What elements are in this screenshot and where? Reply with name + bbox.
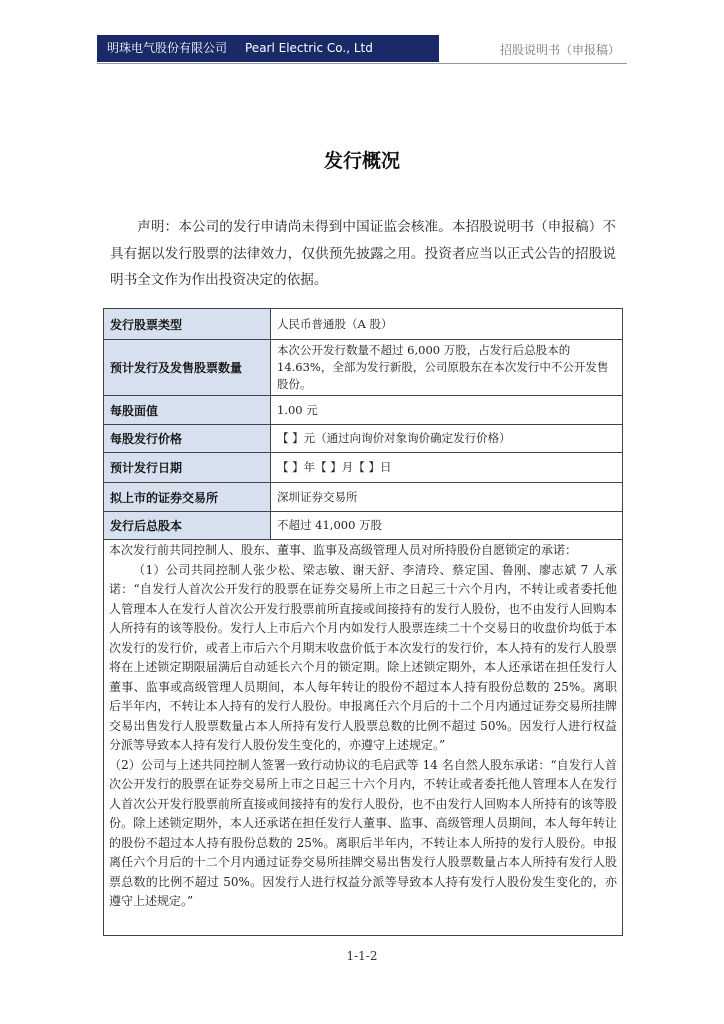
- commitments-intro: 本次发行前共同控制人、股东、董事、监事及高级管理人员对所持股份自愿锁定的承诺：: [109, 543, 578, 557]
- row-label: 发行后总股本: [104, 512, 271, 540]
- row-label: 每股面值: [104, 396, 271, 425]
- page-number: 1-1-2: [346, 949, 378, 963]
- row-value: 【 】元（通过向询价对象询价确定发行价格）: [271, 425, 623, 453]
- table-row: [104, 425, 623, 453]
- table-row: [104, 340, 623, 396]
- header-band: [97, 35, 439, 62]
- row-value: 1.00 元: [271, 396, 623, 425]
- row-value: 深圳证券交易所: [271, 483, 623, 512]
- row-label: 预计发行及发售股票数量: [104, 340, 271, 396]
- table-row: [104, 453, 623, 483]
- header-divider: [97, 63, 627, 64]
- disclaimer-statement: 声明：本公司的发行申请尚未得到中国证监会核准。本招股说明书（申报稿）不具有据以发行股票的法律效力，仅供预先披露之用。投资者应当以正式公告的招股说明书全文作为作出投资决定的依据。: [110, 219, 616, 288]
- row-value: 不超过 41,000 万股: [271, 512, 623, 540]
- commitment-item-1: （1）公司共同控制人张少松、梁志敏、谢天舒、李清玲、蔡定国、鲁刚、廖志斌 7 人承诺：“自发行人首次公开发行的股票在证券交易所上市之日起三十六个月内，不转让或者委托他人管理本人在发行人首次公开发行股票前所直接或间接持有的发行人股份，也不由发行人回购本人所持有的该等股份。发行人上市后六个月内如发行人股票连续二十个交易日的收盘价均低于本次发行的发行价，或者上市后六个月期末收盘价低于本次发行的发行价，本人持有的发行人股票将在上述锁定期限届满后自动延长六个月的锁定期。除上述锁定期外，本人还承诺在担任发行人董事、监事或高级管理人员期间，本人每年转让的股份不超过本人持有股份总数的 25%。离职后半年内，不转让本人持有的发行人股份。申报离任六个月后的十二个月内通过证券交易所挂牌交易出售发行人股票数量占本人所持有发行人股票总数的比例不超过 50%。因发行人进行权益分派等导致本人持有发行人股份发生变化的，亦遵守上述规定。”: [109, 562, 617, 752]
- commitments-box: [103, 539, 623, 936]
- row-label: 每股发行价格: [104, 425, 271, 453]
- header-company-en: Pearl Electric Co., Ltd: [245, 41, 373, 55]
- row-value: 【 】年【 】月【 】日: [271, 453, 623, 483]
- row-label: 拟上市的证券交易所: [104, 483, 271, 512]
- offering-table: [103, 308, 623, 540]
- row-value: 本次公开发行数量不超过 6,000 万股，占发行后总股本的 14.63%，全部为发行新股，公司原股东在本次发行中不公开发售股份。: [271, 340, 623, 396]
- page-title: 发行概况: [323, 150, 400, 172]
- commitment-item-2: （2）公司与上述共同控制人签署一致行动协议的毛启武等 14 名自然人股东承诺：“自发行人首次公开发行的股票在证券交易所上市之日起三十六个月内，不转让或者委托他人管理本人在发行人首次公开发行股票前所直接或间接持有的发行人股份，也不由发行人回购本人所持有的该等股份。除上述锁定期外，本人还承诺在担任发行人董事、监事、高级管理人员期间，本人每年转让的股份不超过本人持有股份总数的 25%。离职后半年内，不转让本人所持的发行人股份。申报离任六个月后的十二个月内通过证券交易所挂牌交易出售发行人股票数量占本人所持有发行人股票总数的比例不超过 50%。因发行人进行权益分派等导致本人持有发行人股份发生变化的，亦遵守上述规定。”: [109, 757, 617, 908]
- table-row: [104, 396, 623, 425]
- table-row: [104, 512, 623, 540]
- row-label: 发行股票类型: [104, 309, 271, 340]
- row-label: 预计发行日期: [104, 453, 271, 483]
- table-row: [104, 309, 623, 340]
- table-row: [104, 483, 623, 512]
- header-company-cn: 明珠电气股份有限公司: [107, 41, 228, 55]
- header-doc-type: 招股说明书（申报稿）: [500, 43, 621, 57]
- row-value: 人民币普通股（A 股）: [271, 309, 623, 340]
